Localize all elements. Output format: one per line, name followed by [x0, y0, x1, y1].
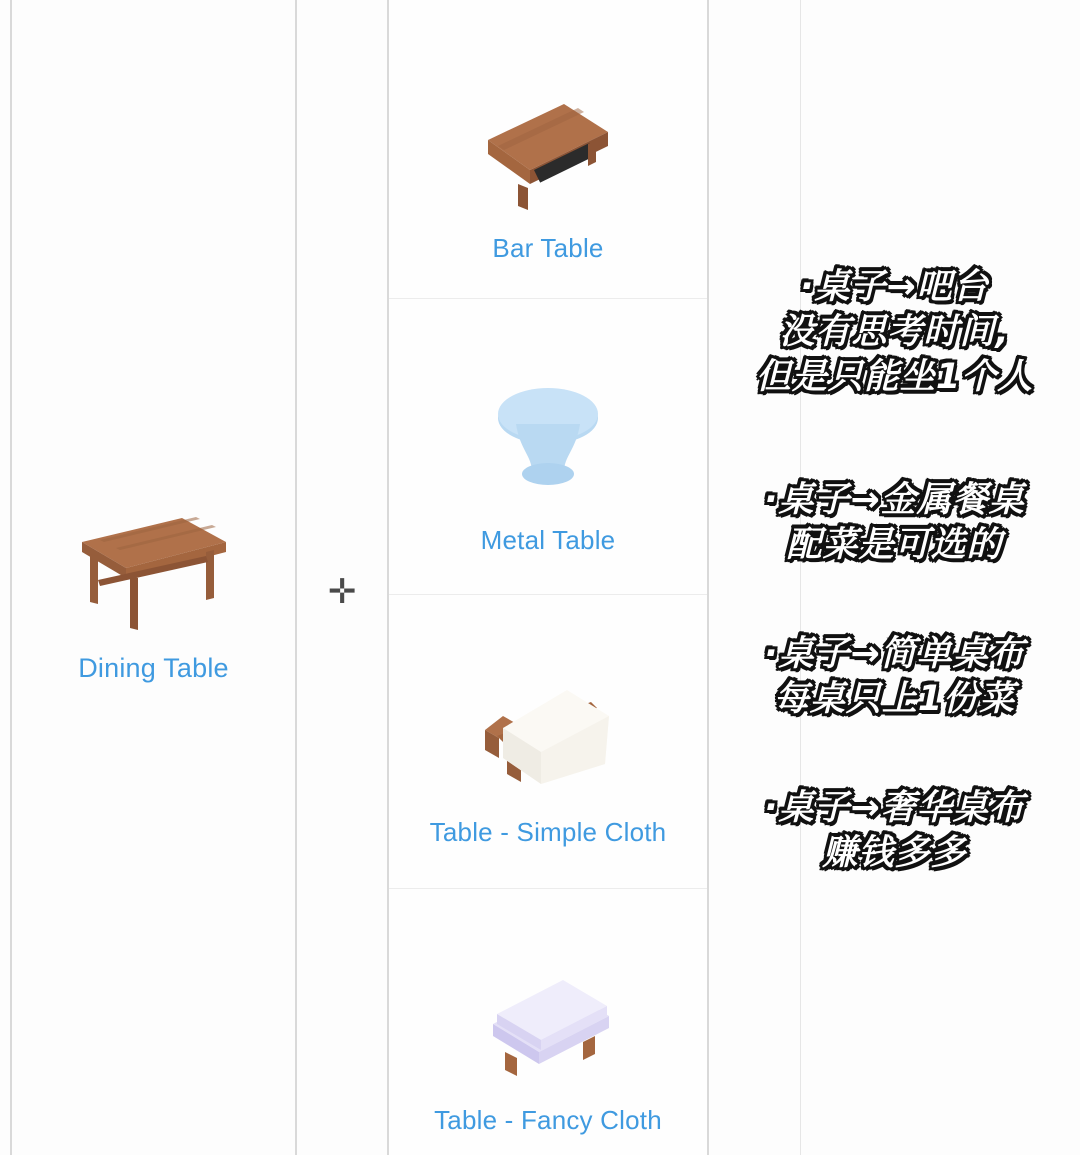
- note-line: ·桌子→金属餐桌: [764, 480, 1025, 520]
- result-item-metal-table[interactable]: [389, 380, 707, 556]
- note-bar-table: [709, 265, 1080, 399]
- result-item-label: Table - Fancy Cloth: [434, 1105, 662, 1135]
- note-line: 但是只能坐1个人: [755, 356, 1034, 397]
- notes-column: [709, 0, 1080, 1155]
- source-column: [12, 0, 295, 1155]
- result-divider-1: [389, 298, 707, 299]
- note-line: 没有思考时间,: [779, 311, 1010, 352]
- result-item-fancy-cloth[interactable]: [389, 960, 707, 1136]
- note-line: ·桌子→简单桌布: [764, 634, 1025, 674]
- result-item-simple-cloth[interactable]: [389, 672, 707, 848]
- note-line: ·桌子→吧台: [800, 267, 989, 307]
- source-item[interactable]: [12, 498, 295, 684]
- plus-icon: ✛: [327, 572, 357, 612]
- note-line: 每桌只上1份菜: [773, 678, 1016, 719]
- table-fancy-cloth-icon: [463, 960, 633, 1095]
- note-simple-cloth: [709, 632, 1080, 722]
- note-line: 配菜是可选的: [786, 524, 1003, 565]
- result-item-label: Bar Table: [492, 233, 604, 263]
- result-item-bar-table[interactable]: [389, 88, 707, 264]
- metal-table-icon: [468, 380, 628, 515]
- table-simple-cloth-icon: [463, 672, 633, 807]
- result-divider-3: [389, 888, 707, 889]
- plus-column: [297, 0, 387, 1155]
- note-line: 赚钱多多: [822, 832, 967, 873]
- result-item-label: Metal Table: [480, 525, 616, 555]
- note-metal-table: [709, 478, 1080, 568]
- results-column: [389, 0, 707, 1155]
- result-item-label: Table - Simple Cloth: [429, 817, 667, 847]
- source-item-label: Dining Table: [78, 653, 229, 683]
- note-line: ·桌子→奢华桌布: [764, 788, 1025, 828]
- bar-table-icon: [468, 88, 628, 223]
- dining-table-icon: [64, 498, 244, 643]
- note-fancy-cloth: [709, 786, 1080, 876]
- result-divider-2: [389, 594, 707, 595]
